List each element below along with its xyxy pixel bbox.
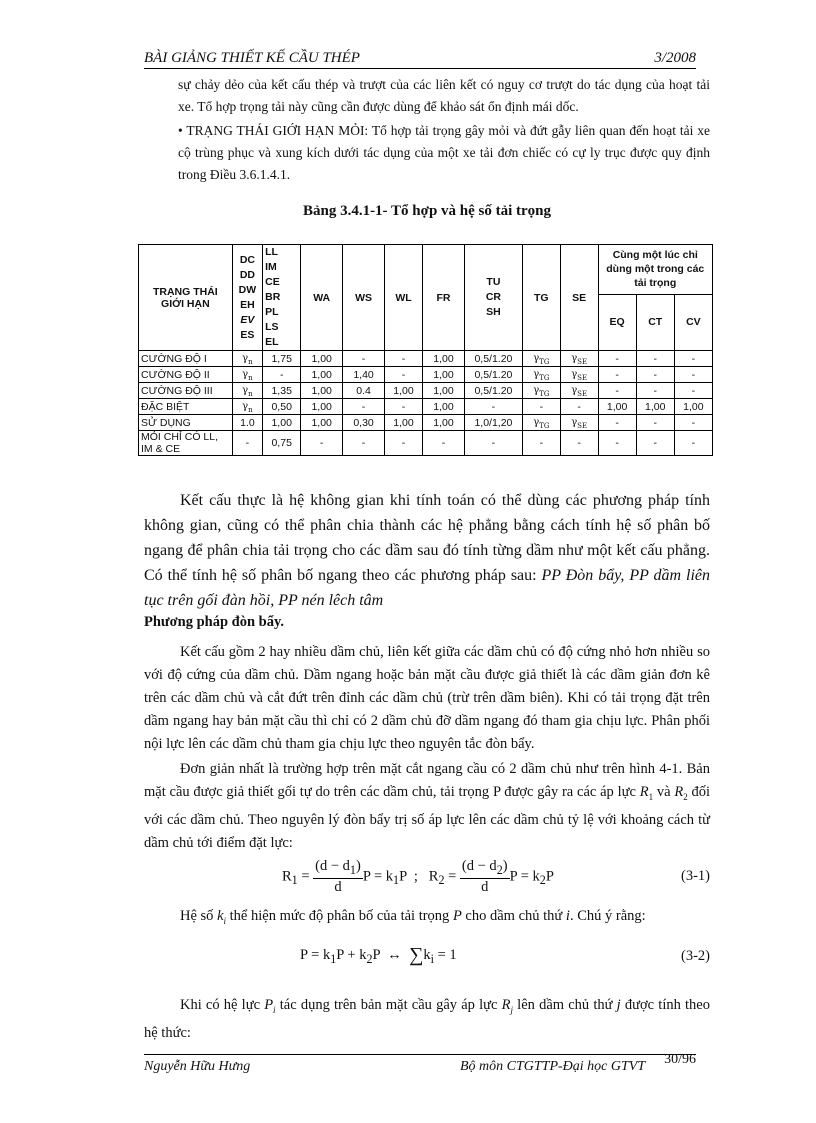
- cell-fr: 1,00: [423, 351, 465, 367]
- row-state: CƯỜNG ĐỘ I: [139, 351, 233, 367]
- cell-ct: -: [636, 383, 674, 399]
- col-header-eq: EQ: [598, 294, 636, 350]
- cell-tg: $\gamma_{TG}$: [522, 415, 560, 431]
- col-header-wl: WL: [384, 245, 422, 351]
- cell-wl: 1,00: [384, 415, 422, 431]
- cell-wa: 1,00: [301, 383, 343, 399]
- cell-eq: -: [598, 431, 636, 456]
- cell-tg: $\gamma_{TG}$: [522, 351, 560, 367]
- cell-tu: 0,5/1.20: [464, 367, 522, 383]
- table-row: [139, 383, 713, 399]
- cell-eq: -: [598, 415, 636, 431]
- cell-eq: 1,00: [598, 399, 636, 415]
- col-header-state: TRẠNG THÁI GIỚI HẠN: [139, 245, 233, 351]
- row-state: MỎI CHỈ CÓ LL, IM & CE: [139, 431, 233, 456]
- cell-ws: 1,40: [343, 367, 385, 383]
- cell-tu: 0,5/1.20: [464, 383, 522, 399]
- cell-dc: $\gamma_n$: [232, 383, 262, 399]
- page-footer: [144, 1052, 696, 1074]
- cell-wl: -: [384, 351, 422, 367]
- cell-cv: -: [674, 367, 712, 383]
- cell-fr: -: [423, 431, 465, 456]
- equation-number-1: (3-1): [681, 868, 710, 884]
- cell-tu: 1,0/1,20: [464, 415, 522, 431]
- cell-fr: 1,00: [423, 399, 465, 415]
- cell-eq: -: [598, 367, 636, 383]
- table-row: [139, 399, 713, 415]
- col-header-cv: CV: [674, 294, 712, 350]
- table-row: [139, 415, 713, 431]
- cell-dc: -: [232, 431, 262, 456]
- cell-wa: 1,00: [301, 367, 343, 383]
- row-state: ĐẶC BIỆT: [139, 399, 233, 415]
- paragraph-7: Khi có hệ lực $P_i$ tác dụng trên bản mặt cầu gây áp lực $R_j$ lên dầm chủ thứ j được tính theo hệ thức:: [144, 997, 710, 1041]
- page-number: 30/96: [664, 1052, 696, 1067]
- cell-ll: 0,50: [263, 399, 301, 415]
- cell-dc: $\gamma_n$: [232, 399, 262, 415]
- cell-se: -: [560, 399, 598, 415]
- cell-ct: -: [636, 415, 674, 431]
- equation-3-2: $P = k_1P + k_2P$ ↔ $\sum k_i = 1$ (3-2): [300, 944, 710, 966]
- paragraph-3: Kết cấu thực là hệ không gian khi tính toán có thể dùng các phương pháp tính không gian, cũng có thể phân chia thành các hệ phẳng bằng cách tính hệ số phân bố ngang để phân chia tải trọng cho các dầm sau đó tính từng dầm như một kết cấu phẳng. Có thể tính hệ số phân bố ngang theo các phương pháp sau: PP Đòn bẩy, PP dầm liên tục trên gối đàn hồi, PP nén lêch tâm: [144, 492, 710, 609]
- cell-cv: -: [674, 415, 712, 431]
- cell-tg: -: [522, 431, 560, 456]
- cell-se: $\gamma_{SE}$: [560, 351, 598, 367]
- col-header-tu: TU CR SH: [464, 245, 522, 351]
- cell-ct: -: [636, 351, 674, 367]
- cell-ws: -: [343, 431, 385, 456]
- equation-3-1: $R_1$ = $\frac{(d - d_1)}{d}$ $P = k_1P$ ; $R_2$ = $\frac{(d - d_2)}{d}$ $P = k_2P$ (3-1): [282, 858, 710, 895]
- footer-author: Nguyễn Hữu Hưng: [144, 1059, 251, 1074]
- cell-ws: 0,30: [343, 415, 385, 431]
- equation-number-2: (3-2): [681, 948, 710, 964]
- col-header-fr: FR: [423, 245, 465, 351]
- section-title: Phương pháp đòn bẩy.: [144, 614, 285, 630]
- cell-ws: -: [343, 351, 385, 367]
- header-date: 3/2008: [654, 50, 696, 66]
- cell-wl: -: [384, 367, 422, 383]
- cell-ct: -: [636, 367, 674, 383]
- col-header-wa: WA: [301, 245, 343, 351]
- table-row: [139, 351, 713, 367]
- cell-tu: -: [464, 399, 522, 415]
- col-header-ct: CT: [636, 294, 674, 350]
- paragraph-6: Hệ số $k_i$ thể hiện mức độ phân bố của tải trọng P cho dầm chủ thứ i. Chú ý rằng:: [180, 908, 646, 926]
- cell-tg: -: [522, 399, 560, 415]
- cell-ll: 1,00: [263, 415, 301, 431]
- table-caption: Bảng 3.4.1-1- Tổ hợp và hệ số tải trọng: [302, 203, 552, 219]
- cell-cv: -: [674, 351, 712, 367]
- cell-dc: 1.0: [232, 415, 262, 431]
- cell-eq: -: [598, 351, 636, 367]
- cell-ct: -: [636, 431, 674, 456]
- cell-wa: 1,00: [301, 399, 343, 415]
- page-header: [144, 48, 696, 69]
- cell-cv: 1,00: [674, 399, 712, 415]
- table-row: [139, 367, 713, 383]
- row-state: CƯỜNG ĐỘ III: [139, 383, 233, 399]
- cell-wl: -: [384, 431, 422, 456]
- footer-department: Bộ môn CTGTTP-Đại học GTVT: [460, 1059, 646, 1074]
- cell-ct: 1,00: [636, 399, 674, 415]
- cell-dc: $\gamma_n$: [232, 351, 262, 367]
- row-state: SỬ DỤNG: [139, 415, 233, 431]
- cell-tg: $\gamma_{TG}$: [522, 383, 560, 399]
- col-group-header: Cùng một lúc chỉ dùng một trong các tải trọng: [598, 245, 712, 295]
- cell-cv: -: [674, 431, 712, 456]
- col-header-tg: TG: [522, 245, 560, 351]
- cell-se: $\gamma_{SE}$: [560, 367, 598, 383]
- cell-se: -: [560, 431, 598, 456]
- cell-tu: -: [464, 431, 522, 456]
- cell-fr: 1,00: [423, 383, 465, 399]
- cell-wa: 1,00: [301, 351, 343, 367]
- cell-ws: 0.4: [343, 383, 385, 399]
- col-header-ws: WS: [343, 245, 385, 351]
- paragraph-4: Kết cấu gồm 2 hay nhiều dầm chủ, liên kết giữa các dầm chủ có độ cứng nhỏ hơn nhiều so với độ cứng của dầm chủ. Dầm ngang hoặc bản mặt cầu được giả thiết là các dầm giản đơn kê trên các dầm chủ và cắt đứt trên đỉnh các dầm chủ (trừ trên dầm biên). Khi có tải trọng đặt trên dầm ngang hay bản mặt cầu thì chỉ có 2 dầm chủ đỡ dầm ngang đó tham gia chịu lực. Phân phối nội lực lên các dầm chủ tham gia chịu lực theo nguyên tắc đòn bẩy.: [144, 644, 710, 752]
- cell-ll: 1,35: [263, 383, 301, 399]
- header-title: BÀI GIẢNG THIẾT KẾ CẦU THÉP: [144, 50, 360, 66]
- paragraph-5: Đơn giản nhất là trường hợp trên mặt cắt ngang cầu có 2 dầm chủ như trên hình 4-1. Bản mặt cầu được giả thiết gối tự do trên các dầm chủ, tải trọng P được gây ra các áp lực $R_1$ và $R_2$ đối với các dầm chủ. Theo nguyên lý đòn bẩy trị số áp lực lên các dầm chủ tỷ lệ với khoảng cách từ dầm chủ tới điểm đặt lực:: [144, 761, 711, 851]
- cell-ll: 1,75: [263, 351, 301, 367]
- cell-tu: 0,5/1.20: [464, 351, 522, 367]
- load-combination-table: [138, 244, 713, 456]
- row-state: CƯỜNG ĐỘ II: [139, 367, 233, 383]
- col-header-dc: DC DD DW EH EV ES: [232, 245, 262, 351]
- cell-eq: -: [598, 383, 636, 399]
- table-row: [139, 431, 713, 456]
- col-header-ll: LL IM CE BR PL LS EL: [263, 245, 301, 351]
- cell-se: $\gamma_{SE}$: [560, 415, 598, 431]
- paragraph-2: • TRẠNG THÁI GIỚI HẠN MỎI: Tổ hợp tải trọng gây mỏi và đứt gẫy liên quan đến hoạt tải xe cộ trùng phục và xung kích dưới tác dụng của một xe tải đơn chiếc có cự ly trục được quy định trong Điều 3.6.1.4.1.: [178, 123, 710, 182]
- cell-ws: -: [343, 399, 385, 415]
- cell-ll: -: [263, 367, 301, 383]
- cell-se: $\gamma_{SE}$: [560, 383, 598, 399]
- cell-wa: 1,00: [301, 415, 343, 431]
- col-header-se: SE: [560, 245, 598, 351]
- table-body: [139, 351, 713, 456]
- cell-cv: -: [674, 383, 712, 399]
- paragraph-1: sự chảy dẻo của kết cấu thép và trượt của các liên kết có nguy cơ trượt do tác dụng của hoạt tải xe. Tổ hợp trọng tải này cũng cần được dùng để khảo sát ổn định mái dốc.: [178, 77, 710, 114]
- cell-ll: 0,75: [263, 431, 301, 456]
- cell-dc: $\gamma_n$: [232, 367, 262, 383]
- cell-wl: -: [384, 399, 422, 415]
- cell-fr: 1,00: [423, 415, 465, 431]
- cell-tg: $\gamma_{TG}$: [522, 367, 560, 383]
- cell-wl: 1,00: [384, 383, 422, 399]
- cell-wa: -: [301, 431, 343, 456]
- cell-fr: 1,00: [423, 367, 465, 383]
